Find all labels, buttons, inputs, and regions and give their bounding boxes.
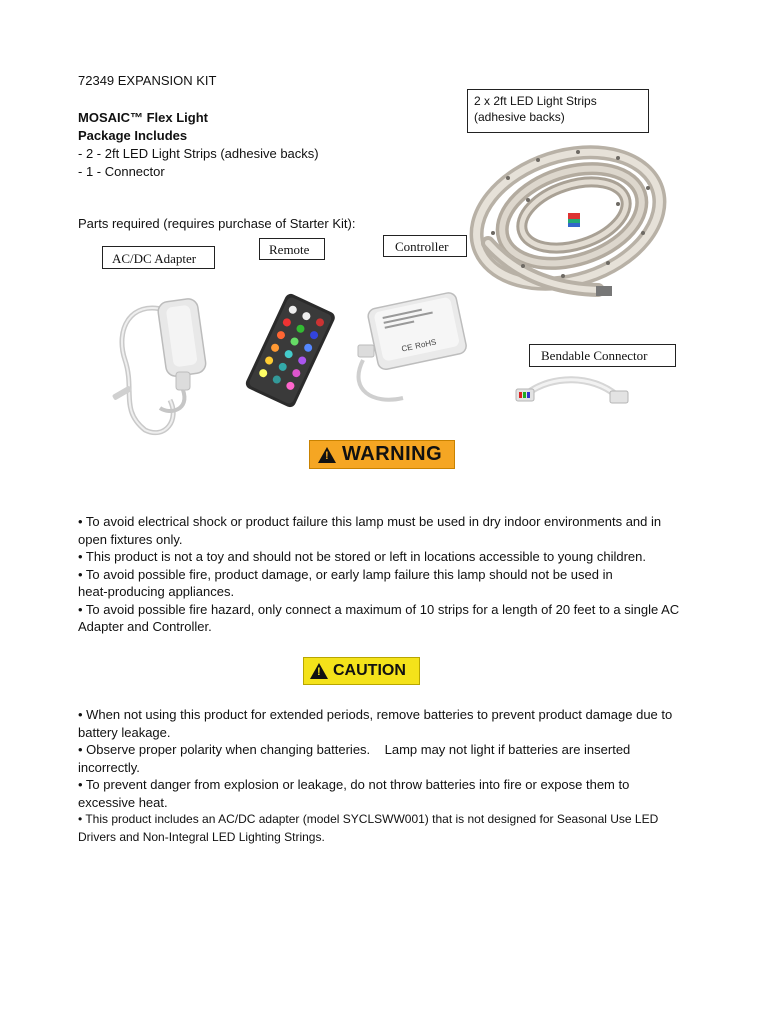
- list-item: • When not using this product for extended periods, remove batteries to prevent product damage due to: [78, 707, 673, 722]
- warning-list: [78, 513, 708, 636]
- list-item: • To avoid possible fire hazard, only connect a maximum of 10 strips for a length of 20 feet to a single AC: [78, 601, 680, 617]
- list-item: heat-producing appliances.: [78, 584, 235, 599]
- controller-marking: RoHS: [414, 337, 438, 351]
- list-item: • To avoid possible fire, product damage, or early lamp failure this lamp should not be used in: [78, 566, 613, 582]
- remote-image: [233, 296, 345, 406]
- adapter-image: [110, 290, 225, 440]
- controller-image: [353, 290, 473, 410]
- list-item: • Observe proper polarity when changing batteries. Lamp may not light if batteries are inserted: [78, 742, 631, 757]
- caution-icon: !: [310, 663, 328, 679]
- warning-sign-text: WARNING: [342, 443, 443, 465]
- caution-sign-text: CAUTION: [333, 662, 406, 679]
- list-item: incorrectly.: [78, 759, 140, 775]
- led-strip-image: [468, 138, 668, 308]
- package-item: - 2 - 2ft LED Light Strips (adhesive backs): [78, 146, 319, 161]
- list-item: open fixtures only.: [78, 531, 183, 547]
- package-item: - 1 - Connector: [78, 164, 165, 179]
- controller-label: Controller: [383, 235, 467, 257]
- caution-list: [78, 706, 708, 846]
- list-item: • This product includes an AC/DC adapter (model SYCLSWW001) that is not designed for Seasonal Use LED: [78, 812, 659, 826]
- product-name: MOSAIC™ Flex Light: [78, 110, 208, 125]
- list-item: • To prevent danger from explosion or leakage, do not throw batteries into fire or expose them to: [78, 777, 630, 792]
- kit-title: 72349 EXPANSION KIT: [78, 73, 217, 88]
- adapter-label: AC/DC Adapter: [102, 246, 215, 269]
- strips-label-line: (adhesive backs): [474, 110, 565, 124]
- warning-icon: !: [318, 447, 336, 463]
- connector-label: Bendable Connector: [529, 344, 676, 367]
- strips-label: [467, 89, 649, 133]
- warning-sign: [309, 440, 455, 469]
- connector-image: [512, 373, 634, 407]
- parts-required-text: Parts required (requires purchase of Starter Kit):: [78, 216, 356, 231]
- list-item: battery leakage.: [78, 724, 171, 740]
- remote-label: Remote: [259, 238, 325, 260]
- list-item: excessive heat.: [78, 794, 168, 810]
- strips-label-line: 2 x 2ft LED Light Strips: [474, 94, 597, 108]
- list-item: Adapter and Controller.: [78, 619, 212, 634]
- caution-sign: [303, 657, 420, 685]
- package-heading: Package Includes: [78, 128, 188, 143]
- list-item: • To avoid electrical shock or product failure this lamp must be used in dry indoor environments and in: [78, 514, 662, 529]
- controller-marking: CE: [400, 342, 414, 354]
- list-item: Drivers and Non-Integral LED Lighting Strings.: [78, 829, 325, 844]
- list-item: • This product is not a toy and should not be stored or left in locations accessible to young children.: [78, 549, 646, 564]
